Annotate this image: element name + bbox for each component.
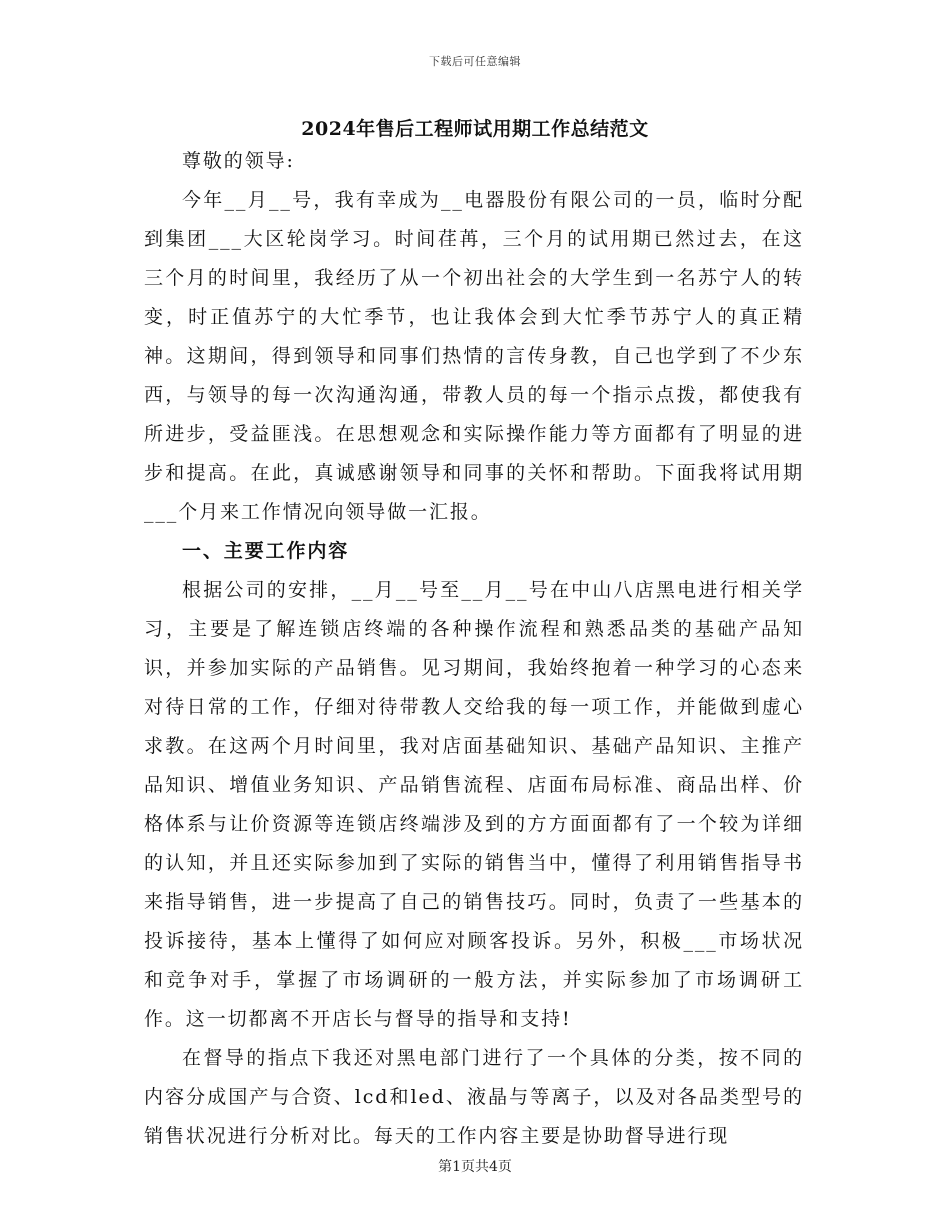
section-paragraph: 在督导的指点下我还对黑电部门进行了一个具体的分类，按不同的内容分成国产与合资、lcd和led、液晶与等离子，以及对各品类型号的销售状况进行分析对比。每天的工作内容主要是协助督导进行现 <box>144 1047 804 1147</box>
document-title: 2024年售后工程师试用期工作总结范文 <box>301 118 649 140</box>
section-paragraph: 根据公司的安排，__月__号至__月__号在中山八店黑电进行相关学习，主要是了解连锁店终端的各种操作流程和熟悉品类的基础产品知识，并参加实际的产品销售。见习期间，我始终抱着一种学习的心态来对待日常的工作，仔细对待带教人交给我的每一项工作，并能做到虚心求教。在这两个月时间里，我对店面基础知识、基础产品知识、主推产品知识、增值业务知识、产品销售流程、店面布局标准、商品出样、价格体系与让价资源等连锁店终端涉及到的方方面面都有了一个较为详细的认知，并且还实际参加到了实际的销售当中，懂得了利用销售指导书来指导销售，进一步提高了自己的销售技巧。同时，负责了一些基本的投诉接待，基本上懂得了如何应对顾客投诉。另外，积极___市场状况和竞争对手，掌握了市场调研的一般方法，并实际参加了市场调研工作。这一切都离不开店长与督导的指导和支持! <box>144 579 804 1030</box>
document-body <box>144 142 804 1156</box>
page-number: 第1页共4页 <box>438 1159 512 1175</box>
greeting: 尊敬的领导: <box>182 150 295 172</box>
page-header-note: 下载后可任意编辑 <box>429 55 521 68</box>
section-heading: 一、主要工作内容 <box>182 540 350 562</box>
intro-paragraph: 今年__月__号，我有幸成为__电器股份有限公司的一员，临时分配到集团___大区轮岗学习。时间荏苒，三个月的试用期已然过去，在这三个月的时间里，我经历了从一个初出社会的大学生到一名苏宁人的转变，时正值苏宁的大忙季节，也让我体会到大忙季节苏宁人的真正精神。这期间，得到领导和同事们热情的言传身教，自己也学到了不少东西，与领导的每一次沟通沟通，带教人员的每一个指示点拨，都使我有所进步，受益匪浅。在思想观念和实际操作能力等方面都有了明显的进步和提高。在此，真诚感谢领导和同事的关怀和帮助。下面我将试用期___个月来工作情况向领导做一汇报。 <box>144 189 804 523</box>
